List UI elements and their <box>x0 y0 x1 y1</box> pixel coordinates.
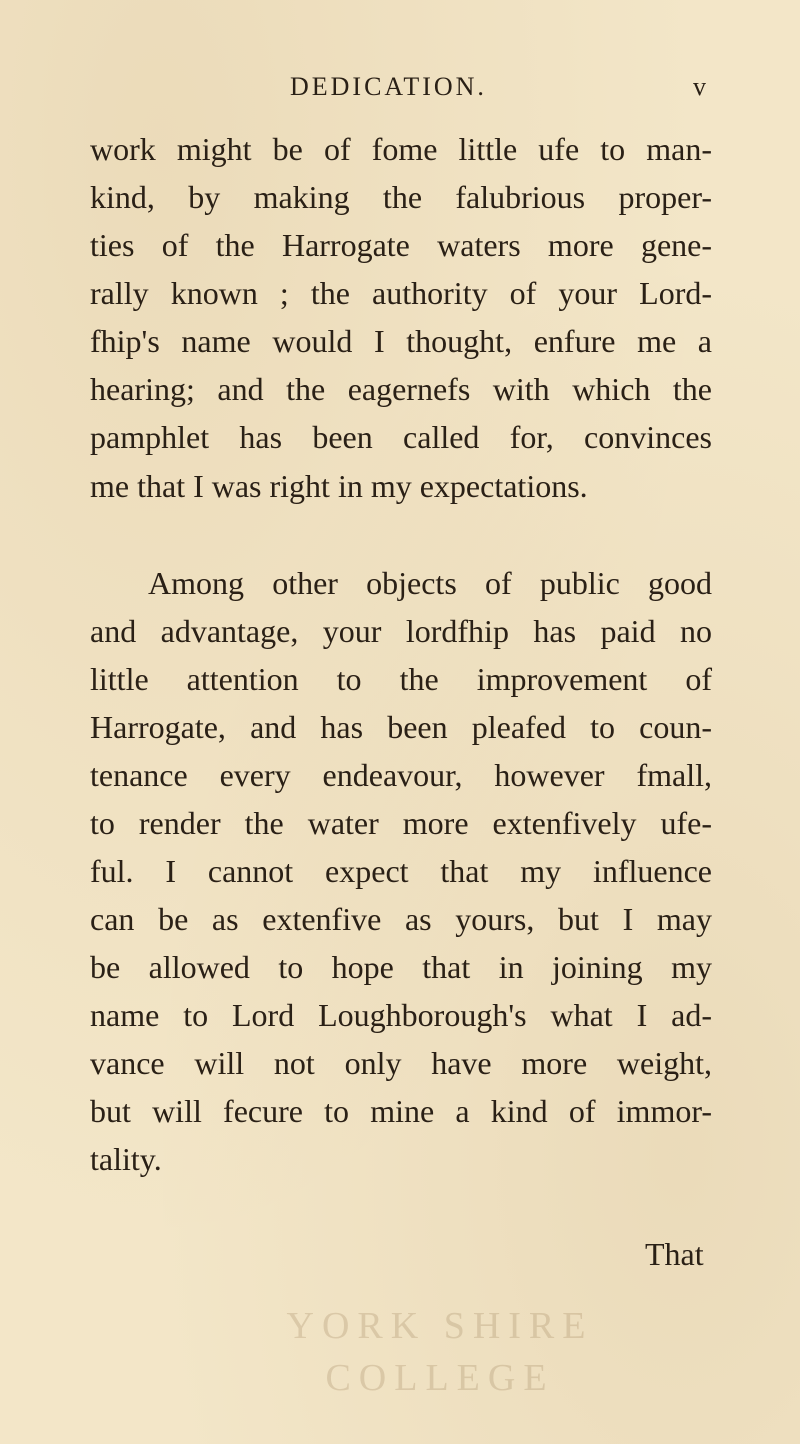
text-line: pamphlet has been called for, convinces <box>90 419 712 455</box>
text-line: be allowed to hope that in joining my <box>90 949 712 985</box>
text-line: vance will not only have more weight, <box>90 1045 712 1081</box>
library-stamp <box>260 1300 620 1404</box>
text-line: ful. I cannot expect that my influence <box>90 853 712 889</box>
text-line: work might be of fome little ufe to man- <box>90 131 712 167</box>
text-line: name to Lord Loughborough's what I ad- <box>90 997 712 1033</box>
text-line: me that I was right in my expectations. <box>90 468 588 504</box>
page-number: v <box>693 72 706 101</box>
text-line: kind, by making the falubrious proper- <box>90 179 712 215</box>
text-line: hearing; and the eagernefs with which the <box>90 371 712 407</box>
text-line: can be as extenfive as yours, but I may <box>90 901 712 937</box>
text-line: to render the water more extenfively ufe- <box>90 805 712 841</box>
text-line: ties of the Harrogate waters more gene- <box>90 227 712 263</box>
text-line: little attention to the improvement of <box>90 661 712 697</box>
text-line: tality. <box>90 1141 162 1177</box>
catchword: That <box>645 1236 704 1272</box>
text-line: Among other objects of public good <box>148 565 712 601</box>
stamp-line: YORK SHIRE <box>286 1305 594 1347</box>
text-line: rally known ; the authority of your Lord- <box>90 275 712 311</box>
text-line: Harrogate, and has been pleafed to coun- <box>90 709 712 745</box>
text-line: but will fecure to mine a kind of immor- <box>90 1093 712 1129</box>
header-title: DEDICATION. <box>290 72 487 101</box>
running-header <box>0 72 800 112</box>
text-line: tenance every endeavour, however fmall, <box>90 757 712 793</box>
text-line: fhip's name would I thought, enfure me a <box>90 323 712 359</box>
text-line: and advantage, your lordfhip has paid no <box>90 613 712 649</box>
stamp-line: COLLEGE <box>325 1357 555 1399</box>
